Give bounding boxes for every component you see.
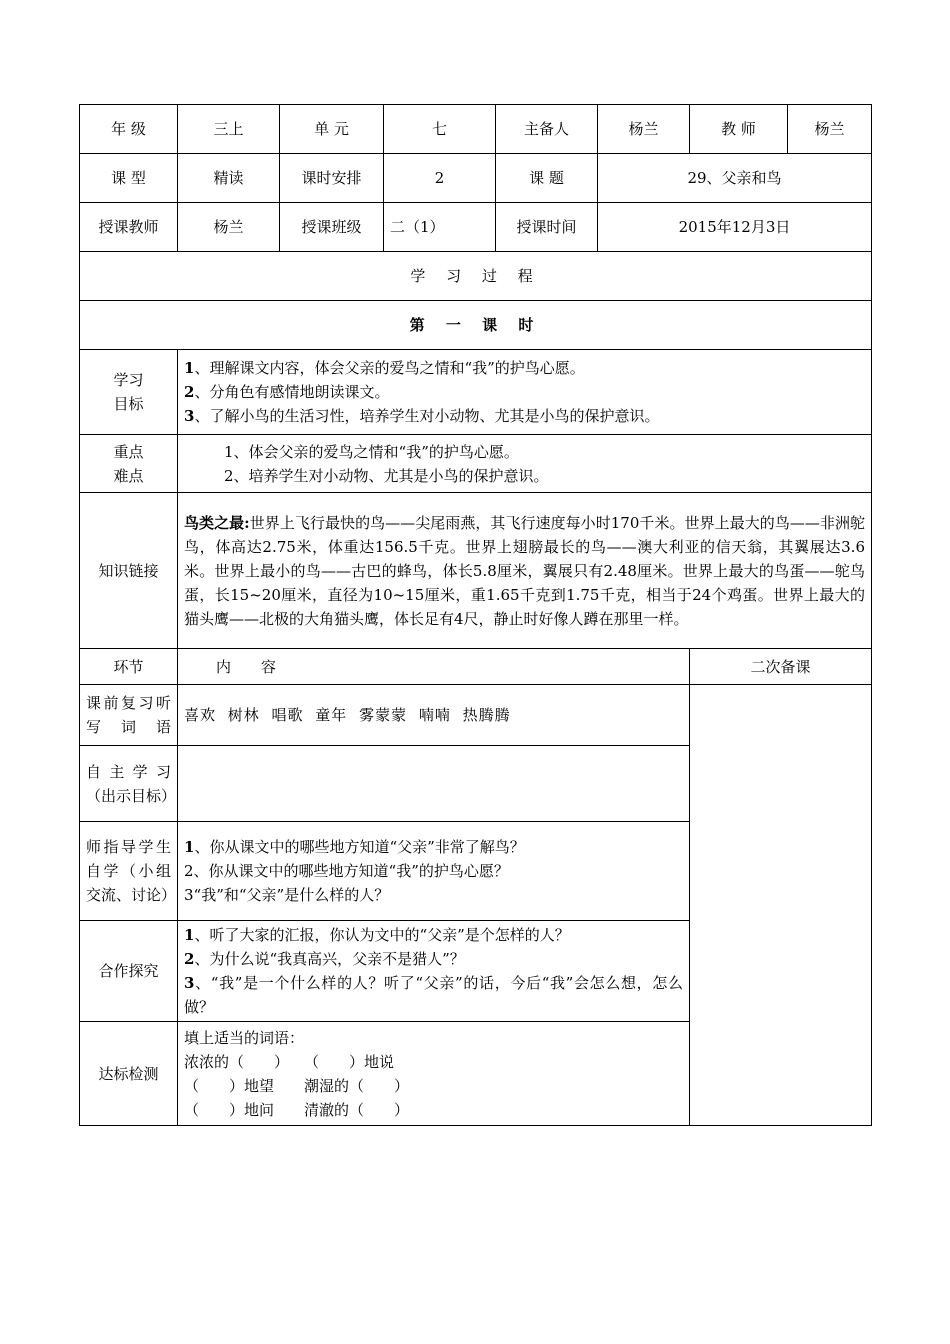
step-column-header: 环节 <box>80 649 178 685</box>
step-content: 喜欢 树林 唱歌 童年 雾蒙蒙 喃喃 热腾腾 <box>178 685 690 746</box>
step-label: 达标检测 <box>80 1022 178 1126</box>
key-point-item: 2、培养学生对小动物、尤其是小鸟的保护意识。 <box>224 466 549 485</box>
key-points-label <box>80 435 178 493</box>
preparer-value: 杨兰 <box>598 105 690 154</box>
process-title: 学 习 过 程 <box>80 252 872 301</box>
key-points-content <box>178 435 872 493</box>
goals-row <box>80 350 872 435</box>
key-points-label-2: 难点 <box>113 466 144 485</box>
knowledge-heading: 鸟类之最: <box>184 513 250 532</box>
goals-content <box>178 350 872 435</box>
question-line: 3、“我”是一个什么样的人？听了“父亲”的话，今后“我”会怎么想，怎么做？ <box>184 974 683 1016</box>
grade-value: 三上 <box>178 105 280 154</box>
exercise-line: 填上适当的词语： <box>184 1028 305 1047</box>
step-label: 师指导学生自学（小组交流、讨论） <box>80 822 178 921</box>
exercise-line: 浓浓的（ ） （ ）地说 <box>184 1052 395 1071</box>
goals-label-1: 学习 <box>113 371 144 389</box>
second-prep-notes <box>690 685 872 1126</box>
step-label: 自主学习（出示目标） <box>80 746 178 822</box>
class-value: 二（1） <box>384 203 496 252</box>
lesson-title: 第 一 课 时 <box>80 301 872 350</box>
type-value: 精读 <box>178 154 280 203</box>
key-points-label-1: 重点 <box>113 442 144 461</box>
notes-column-header: 二次备课 <box>690 649 872 685</box>
header-row-1 <box>80 105 872 154</box>
instructor-label: 授课教师 <box>80 203 178 252</box>
knowledge-content <box>178 493 872 649</box>
preparer-label: 主备人 <box>496 105 598 154</box>
teacher-label: 教 师 <box>690 105 788 154</box>
question-line: 3“我”和“父亲”是什么样的人？ <box>184 886 390 904</box>
lesson-title-row <box>80 301 872 350</box>
question-line: 2、为什么说“我真高兴，父亲不是猎人”？ <box>184 950 465 968</box>
step-content <box>178 1022 690 1126</box>
knowledge-row <box>80 493 872 649</box>
unit-value: 七 <box>384 105 496 154</box>
unit-label: 单 元 <box>280 105 384 154</box>
exercise-line: （ ）地望 潮湿的（ ） <box>184 1076 410 1095</box>
knowledge-text: 世界上飞行最快的鸟——尖尾雨燕，其飞行速度每小时170千米。世界上最大的鸟——非洲鸵鸟，体高达2.75米，体重达156.5千克。世界上翅膀最长的鸟——澳大利亚的信天翁，其翼展达3.6米。世界上最小的鸟——古巴的蜂鸟，体长5.8厘米，翼展只有2.48厘米。世界上最大的鸟蛋——鸵鸟蛋，长15~20厘米，直径为10~15厘米，重1.65千克到1.75千克，相当于24个鸡蛋。世界上最大的猫头鹰——北极的大角猫头鹰，体长足有4尺，静止时好像人蹲在那里一样。 <box>184 513 865 628</box>
instructor-value: 杨兰 <box>178 203 280 252</box>
step-label: 课前复习听写词语 <box>80 685 178 746</box>
knowledge-label: 知识链接 <box>80 493 178 649</box>
goals-label-2: 目标 <box>113 395 144 413</box>
content-column-header: 内 容 <box>178 649 690 685</box>
header-row-2 <box>80 154 872 203</box>
goals-label <box>80 350 178 435</box>
goal-item: 1、理解课文内容，体会父亲的爱鸟之情和“我”的护鸟心愿。 <box>184 359 585 377</box>
time-value: 2015年12月3日 <box>598 203 872 252</box>
topic-value: 29、父亲和鸟 <box>598 154 872 203</box>
exercise-line: （ ）地问 清澈的（ ） <box>184 1100 410 1119</box>
question-line: 1、你从课文中的哪些地方知道“父亲”非常了解鸟？ <box>184 838 525 856</box>
period-value: 2 <box>384 154 496 203</box>
grade-label: 年 级 <box>80 105 178 154</box>
period-label: 课时安排 <box>280 154 384 203</box>
step-row <box>80 685 872 746</box>
question-line: 1、听了大家的汇报，你认为文中的“父亲”是个怎样的人？ <box>184 926 570 944</box>
process-title-row <box>80 252 872 301</box>
step-content <box>178 921 690 1022</box>
step-content <box>178 746 690 822</box>
lesson-plan-table <box>79 104 872 1126</box>
key-point-item: 1、体会父亲的爱鸟之情和“我”的护鸟心愿。 <box>224 442 519 461</box>
step-content <box>178 822 690 921</box>
topic-label: 课 题 <box>496 154 598 203</box>
type-label: 课 型 <box>80 154 178 203</box>
columns-header-row <box>80 649 872 685</box>
time-label: 授课时间 <box>496 203 598 252</box>
class-label: 授课班级 <box>280 203 384 252</box>
teacher-value: 杨兰 <box>788 105 872 154</box>
header-row-3 <box>80 203 872 252</box>
question-line: 2、你从课文中的哪些地方知道“我”的护鸟心愿？ <box>184 862 509 880</box>
step-label: 合作探究 <box>80 921 178 1022</box>
key-points-row <box>80 435 872 493</box>
goal-item: 3、了解小鸟的生活习性，培养学生对小动物、尤其是小鸟的保护意识。 <box>184 407 660 425</box>
goal-item: 2、分角色有感情地朗读课文。 <box>184 383 390 401</box>
